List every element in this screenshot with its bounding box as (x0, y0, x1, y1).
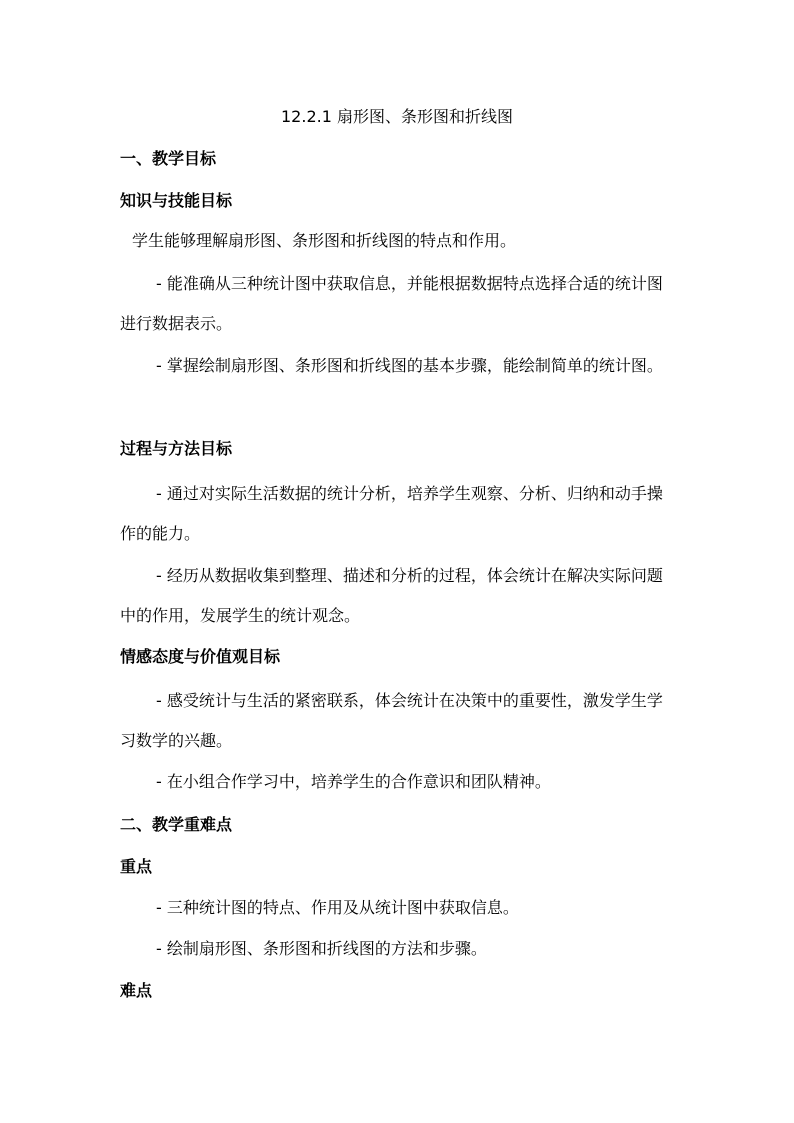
paragraph-emotion-2: - 在小组合作学习中，培养学生的合作意识和团队精神。 (156, 772, 551, 791)
section-heading-teaching-objectives: 一、教学目标 (120, 149, 217, 168)
paragraph-process-1: - 通过对实际生活数据的统计分析，培养学生观察、分析、归纳和动手操作的能力。 (120, 484, 663, 543)
paragraph-knowledge-2: - 能准确从三种统计图中获取信息，并能根据数据特点选择合适的统计图进行数据表示。 (120, 274, 663, 333)
subheading-knowledge-skills: 知识与技能目标 (120, 191, 233, 210)
document-title: 12.2.1 扇形图、条形图和折线图 (281, 107, 513, 126)
section-heading-key-difficult-points: 二、教学重难点 (120, 815, 233, 834)
paragraph-knowledge-3: - 掌握绘制扇形图、条形图和折线图的基本步骤，能绘制简单的统计图。 (156, 356, 663, 375)
subheading-process-methods: 过程与方法目标 (120, 439, 233, 458)
subheading-emotion-values: 情感态度与价值观目标 (120, 647, 281, 666)
paragraph-key-2: - 绘制扇形图、条形图和折线图的方法和步骤。 (156, 939, 487, 958)
paragraph-process-2: - 经历从数据收集到整理、描述和分析的过程，体会统计在解决实际问题中的作用，发展学生的统计观念。 (120, 566, 663, 625)
paragraph-emotion-1: - 感受统计与生活的紧密联系，体会统计在决策中的重要性，激发学生学习数学的兴趣。 (120, 691, 663, 750)
paragraph-knowledge-1: 学生能够理解扇形图、条形图和折线图的特点和作用。 (132, 231, 517, 250)
paragraph-key-1: - 三种统计图的特点、作用及从统计图中获取信息。 (156, 898, 519, 917)
subheading-difficult-points: 难点 (120, 981, 153, 1000)
subheading-key-points: 重点 (120, 857, 153, 876)
